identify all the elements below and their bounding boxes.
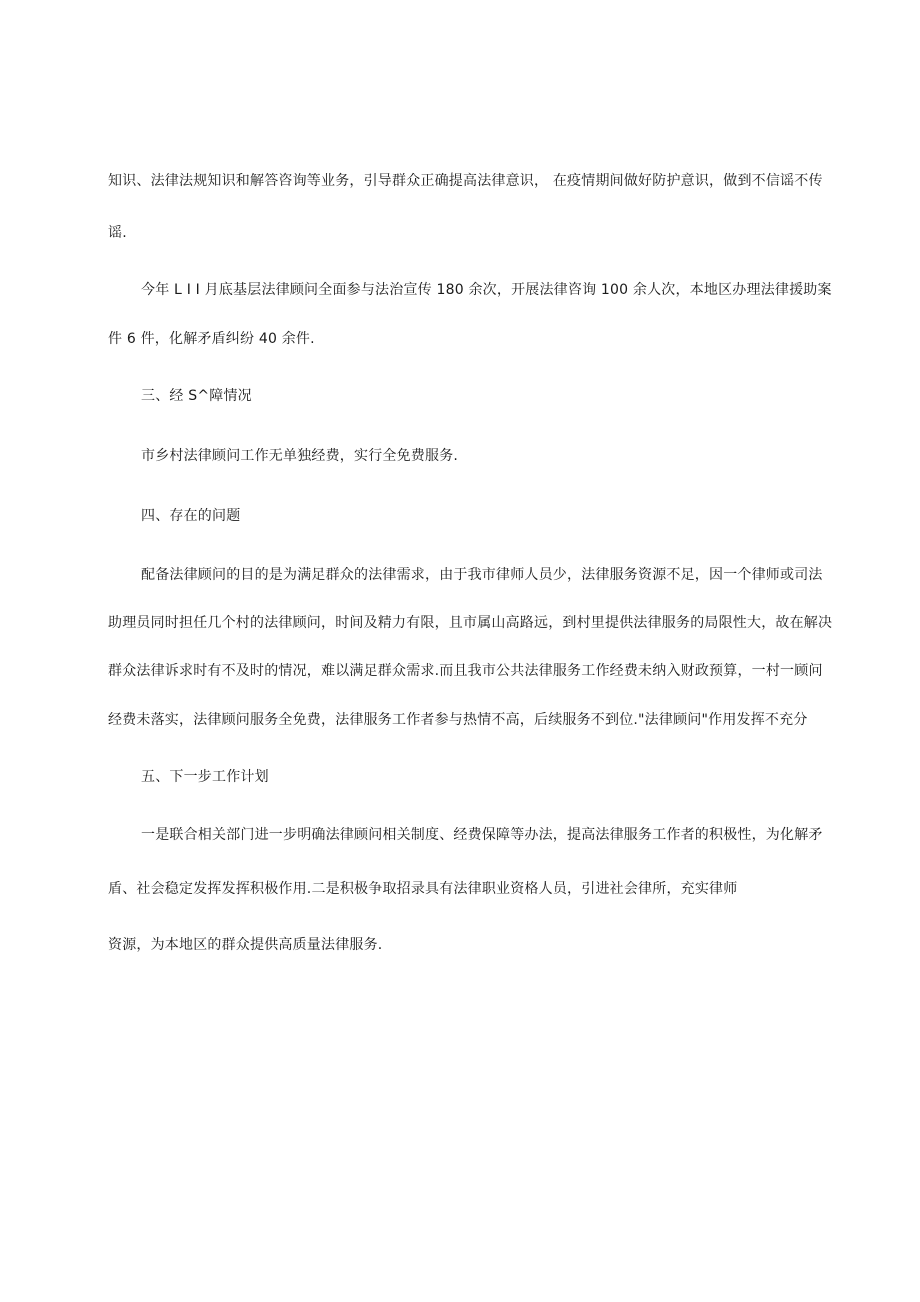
section-heading-3: 三、经 S^障情况 <box>141 388 252 404</box>
paragraph-2-line-1: 今年 L I I 月底基层法律顾问全面参与法治宣传 180 余次，开展法律咨询 100 余人次，本地区办理法律援助案 <box>141 282 832 298</box>
paragraph-5-line-3: 资源，为本地区的群众提供高质量法律服务. <box>108 937 383 953</box>
paragraph-1-line-1: 知识、法律法规知识和解答咨询等业务，引导群众正确提高法律意识， 在疫情期间做好防护意识，做到不信谣不传 <box>108 173 823 189</box>
paragraph-4-line-2: 助理员同时担任几个村的法律顾问，时间及精力有限，且市属山高路远，到村里提供法律服务的局限性大，故在解决 <box>108 615 833 631</box>
section-heading-5: 五、下一步工作计划 <box>141 769 269 785</box>
paragraph-4-line-1: 配备法律顾问的目的是为满足群众的法律需求，由于我市律师人员少，法律服务资源不足，因一个律师或司法 <box>141 567 823 583</box>
paragraph-1-line-2: 谣. <box>108 225 127 241</box>
paragraph-2-line-2: 件 6 件，化解矛盾纠纷 40 余件. <box>108 331 315 347</box>
paragraph-5-line-2: 盾、社会稳定发挥发挥积极作用.二是积极争取招录具有法律职业资格人员，引进社会律所，充实律师 <box>108 881 738 897</box>
paragraph-4-line-4: 经费未落实，法律顾问服务全免费，法律服务工作者参与热情不高，后续服务不到位."法律顾问"作用发挥不充分 <box>108 712 808 728</box>
paragraph-3-line-1: 市乡村法律顾问工作无单独经费，实行全免费服务. <box>141 448 459 464</box>
paragraph-4-line-3: 群众法律诉求时有不及时的情况，难以满足群众需求.而且我市公共法律服务工作经费未纳入财政预算，一村一顾问 <box>108 663 823 679</box>
section-heading-4: 四、存在的问题 <box>141 508 241 524</box>
paragraph-5-line-1: 一是联合相关部门进一步明确法律顾问相关制度、经费保障等办法，提高法律服务工作者的积极性，为化解矛 <box>141 827 823 843</box>
